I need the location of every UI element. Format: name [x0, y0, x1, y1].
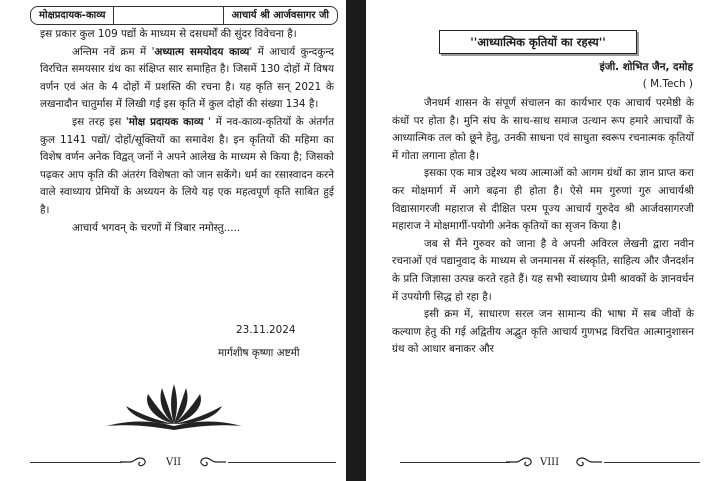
paragraph — [40, 114, 334, 220]
left-page — [0, 0, 346, 481]
text-run: ' में आचार्य कुन्दकुन्द विरचित समयसार ग्रंथ का संक्षिप्त सार समाहित है। जिसमें 130 दोहों में विषय वर्णन एवं अंत के 4 दोहों में प्रशस्ति की रचना है। यह कृति सन् 2021 के लखनादौन चातुर्मास में लिखी गई इस कृति में कुल दोहों की संख्या 134 है। — [40, 45, 334, 111]
author-qualification: ( M.Tech ) — [642, 78, 693, 90]
bold-title-run: मोक्ष प्रदायक काव्य — [128, 115, 204, 128]
text-run: अन्तिम नवें क्रम में ' — [72, 45, 155, 58]
tithi: मार्गशीष कृष्णा अष्टमी — [218, 347, 300, 359]
paragraph: आचार्य भगवन् के चरणों में त्रिबार नमोस्तु..... — [72, 221, 241, 234]
running-header-book-title: मोक्षप्रदायक-काव्य — [31, 7, 114, 24]
paragraph — [40, 44, 334, 114]
chapter-title: ''आध्यात्मिक कृतियों का रहस्य'' — [439, 30, 637, 54]
footer-rule-right — [228, 462, 336, 463]
scroll-flourish-icon — [196, 455, 226, 469]
paragraph: इसी क्रम में, साधारण सरल जन सामान्य की भाषा में सब जीवों के कल्याण हेतु की गई अद्वितीय अद्भुत कृति आचार्य गुणभद्र विरचित आत्मानुशासन ग्रंथ को आधार बनाकर और — [392, 308, 694, 356]
author-name: इंजी. शोभित जैन, दमोह — [599, 61, 693, 73]
scroll-flourish-icon — [120, 455, 150, 469]
scroll-flourish-icon — [572, 455, 602, 469]
text-run: इस तरह इस ' — [72, 115, 129, 128]
footer-rule-right — [604, 462, 700, 463]
footer-rule-left — [30, 462, 122, 463]
paragraph: इसका एक मात्र उद्देश्य भव्य आत्माओं को आगम ग्रंथों का ज्ञान प्राप्त करा कर मोक्षमार्ग में आगे बढ़ना ही होता है। ऐसे मम गुरुणां गुरु आचार्यश्री विद्यासागरजी महाराज से दीक्षित परम पूज्य आचार्य गुरुदेव श्री आर्जवसागरजी महाराज ने मोक्षमार्गी-पयोगी अनेक कृतियों का सृजन किया है। — [392, 167, 694, 233]
lotus-ornament-icon — [100, 380, 248, 432]
left-body-text — [40, 26, 334, 237]
paragraph: इस प्रकार कुल 109 पद्यों के माध्यम से दसधर्मों की सुंदर विवेचना है। — [40, 28, 297, 40]
scroll-flourish-icon — [506, 455, 536, 469]
bold-title-run: अध्यात्म समयोदय काव्य — [154, 45, 250, 58]
page-number: VII — [166, 457, 182, 468]
running-header-author: आचार्य श्री आर्जवसागर जी — [223, 7, 337, 24]
date: 23.11.2024 — [236, 324, 296, 336]
text-run: ' में नव-काव्य-कृतियों के अंतर्गत कुल 1141 पद्यों/ दोहों/सूक्तियों का समावेश है। इन कृतियों की महिमा का विशेष वर्णन अनेक विद्वत् जनों ने अपने आलेख के माध्यम से किया है; जिसको पढ़कर आप कृति की अंतरंग विशेषता को जान सकेंगे। धर्म का रसास्वादन करने वाले स्वाध्याय प्रेमियों के अध्ययन के लिये यह एक महत्वपूर्ण कृति साबित हुई है। — [40, 115, 334, 216]
paragraph: जैनधर्म शासन के संपूर्ण संचालन का कार्यभार एक आचार्य परमेष्ठी के कंधों पर होता है। मुनि संघ के साथ-साथ समाज उत्थान रूप हमारे आचार्यों के आध्यात्मिक तल को छूने हेतु, उनकी साधना एवं साधुता स्वरूप रचनात्मक कृतियों में गोता लगाना होता है। — [392, 97, 694, 162]
book-gutter — [346, 0, 366, 481]
right-body-text — [392, 95, 694, 359]
paragraph: जब से मैंने गुरुवर को जाना है वे अपनी अविरल लेखनी द्वारा नवीन रचनाओं एवं पद्यानुवाद के माध्यम से जनमानस में संस्कृति, साहित्य और जैनदर्शन के प्रति जिज्ञासा उत्पन्न करते रहते हैं। यह सभी स्वाध्याय प्रेमी श्रावकों के ज्ञानवर्धन में उपयोगी सिद्ध हो रहा है। — [392, 237, 694, 303]
footer-rule-left — [400, 462, 510, 463]
page-number: VIII — [540, 457, 560, 468]
running-header — [30, 6, 338, 25]
right-page — [366, 0, 713, 481]
